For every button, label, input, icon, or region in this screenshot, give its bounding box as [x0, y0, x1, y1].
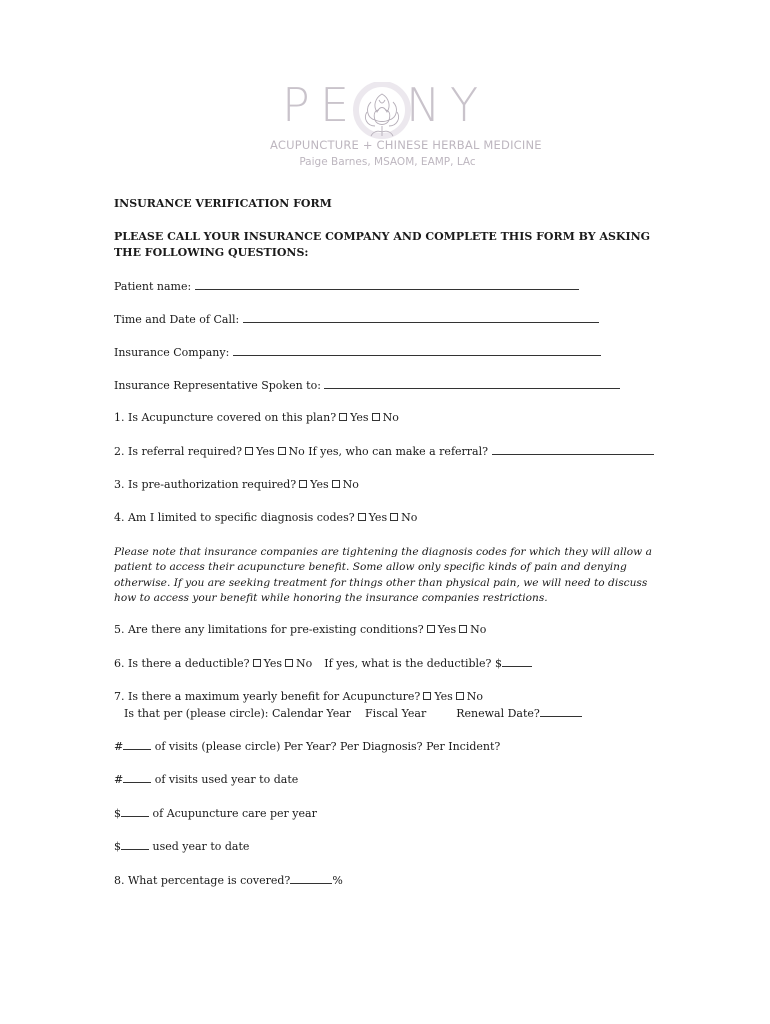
percentage-field[interactable]: [290, 873, 332, 884]
time-date-row: [114, 312, 599, 327]
question-1: [114, 411, 399, 425]
patient-name-label: Patient name:: [114, 280, 192, 293]
form-instructions: PLEASE CALL YOUR INSURANCE COMPANY AND COMPLETE THIS FORM BY ASKING THE FOLLOWING QUESTIONS:: [114, 230, 651, 259]
q4-no-label: No: [401, 511, 418, 524]
question-6: [114, 656, 532, 671]
question-5: [114, 623, 486, 637]
q7-no-label: No: [466, 690, 484, 703]
question-2-followup: If yes, who can make a referral?: [308, 445, 489, 458]
q7-option-fiscal-year[interactable]: Fiscal Year: [365, 707, 427, 720]
q1-no-checkbox[interactable]: [372, 413, 380, 421]
q1-yes-label: Yes: [350, 411, 369, 424]
q6-no-label: No: [296, 657, 313, 670]
q7-option-calendar-year[interactable]: Calendar Year: [271, 707, 352, 720]
q3-yes-checkbox[interactable]: [299, 480, 307, 488]
q7-yes-checkbox[interactable]: [423, 692, 431, 700]
question-6-text: 6. Is there a deductible?: [114, 657, 250, 670]
representative-field[interactable]: [324, 378, 620, 389]
question-3-text: 3. Is pre-authorization required?: [114, 478, 297, 491]
logo-letter-p: P: [282, 78, 310, 132]
logo-wordmark: [270, 72, 505, 132]
q4-yes-label: Yes: [368, 511, 388, 524]
peony-flower-icon: [353, 82, 411, 140]
patient-name-row: [114, 279, 579, 294]
question-8: [114, 873, 343, 888]
percentage-suffix: %: [332, 874, 343, 887]
q6-yes-label: Yes: [263, 657, 283, 670]
q7-yes-label: Yes: [434, 690, 453, 703]
question-5-text: 5. Are there any limitations for pre-existing conditions?: [114, 623, 424, 636]
time-date-label: Time and Date of Call:: [114, 313, 240, 326]
q4-no-checkbox[interactable]: [390, 513, 398, 521]
care-per-year-field[interactable]: [121, 806, 149, 817]
renewal-date-field[interactable]: [540, 706, 582, 717]
visits-field[interactable]: [123, 739, 151, 750]
question-6-followup: If yes, what is the deductible? $: [324, 657, 502, 670]
logo-author: Paige Barnes, MSAOM, EAMP, LAc: [299, 156, 476, 168]
time-date-field[interactable]: [243, 312, 599, 323]
q2-yes-label: Yes: [256, 445, 275, 458]
care-per-year-row: [114, 806, 317, 821]
care-prefix: $: [114, 807, 121, 820]
q5-yes-label: Yes: [437, 623, 457, 636]
used-ytd-row: [114, 839, 249, 854]
used-prefix: $: [114, 840, 121, 853]
q1-yes-checkbox[interactable]: [339, 413, 347, 421]
care-label: of Acupuncture care per year: [152, 807, 317, 820]
q5-yes-checkbox[interactable]: [427, 625, 435, 633]
representative-row: [114, 378, 620, 393]
q1-no-label: No: [382, 411, 399, 424]
logo-letter-n: N: [406, 78, 441, 132]
visits-prefix: #: [114, 740, 124, 753]
q3-no-checkbox[interactable]: [332, 480, 340, 488]
patient-name-field[interactable]: [195, 279, 579, 290]
visits-used-prefix: #: [114, 773, 124, 786]
q7-no-checkbox[interactable]: [456, 692, 464, 700]
q5-no-checkbox[interactable]: [459, 625, 467, 633]
q7-option-renewal-date[interactable]: Renewal Date?: [456, 707, 540, 720]
used-ytd-field[interactable]: [121, 839, 149, 850]
logo-tagline: ACUPUNCTURE + CHINESE HERBAL MEDICINE: [270, 138, 542, 152]
q7-sub-label: Is that per (please circle):: [124, 707, 269, 720]
question-2: [114, 444, 654, 459]
q2-yes-checkbox[interactable]: [245, 447, 253, 455]
form-title: INSURANCE VERIFICATION FORM: [114, 197, 332, 210]
used-label: used year to date: [152, 840, 250, 853]
deductible-field[interactable]: [502, 656, 532, 667]
question-2-text: 2. Is referral required?: [114, 445, 243, 458]
q3-yes-label: Yes: [310, 478, 329, 491]
question-1-text: 1. Is Acupuncture covered on this plan?: [114, 411, 337, 424]
referral-field[interactable]: [492, 444, 654, 455]
diagnosis-codes-note: Please note that insurance companies are tightening the diagnosis codes for which they will allow a patient to access their acupuncture benefit. Some allow only specific kinds of pain and denying otherwise. If you are seeking treatment for things other than physical pain, we will need to discuss how to access your benefit while honoring the insurance companies restrictions.: [114, 546, 652, 604]
q6-no-checkbox[interactable]: [285, 659, 293, 667]
logo-letter-y: Y: [450, 78, 479, 132]
visits-row: [114, 739, 500, 754]
question-7-sub: [124, 706, 582, 721]
question-8-text: 8. What percentage is covered?: [114, 874, 291, 887]
visits-used-label: of visits used year to date: [154, 773, 299, 786]
visits-label: of visits (please circle) Per Year? Per Diagnosis? Per Incident?: [154, 740, 501, 753]
insurance-company-field[interactable]: [233, 345, 601, 356]
q4-yes-checkbox[interactable]: [358, 513, 366, 521]
visits-used-row: [114, 772, 298, 787]
insurance-company-label: Insurance Company:: [114, 346, 230, 359]
question-4-text: 4. Am I limited to specific diagnosis codes?: [114, 511, 355, 524]
q2-no-label: No: [288, 445, 305, 458]
question-3: [114, 478, 359, 492]
insurance-company-row: [114, 345, 601, 360]
q2-no-checkbox[interactable]: [278, 447, 286, 455]
question-4: [114, 511, 417, 525]
q3-no-label: No: [342, 478, 359, 491]
representative-label: Insurance Representative Spoken to:: [114, 379, 321, 392]
q6-yes-checkbox[interactable]: [253, 659, 261, 667]
q5-no-label: No: [470, 623, 487, 636]
question-7: [114, 690, 483, 704]
logo-letter-e: E: [320, 78, 350, 132]
peny-logo: [270, 72, 542, 180]
visits-used-field[interactable]: [123, 772, 151, 783]
question-7-text: 7. Is there a maximum yearly benefit for Acupuncture?: [114, 690, 421, 703]
